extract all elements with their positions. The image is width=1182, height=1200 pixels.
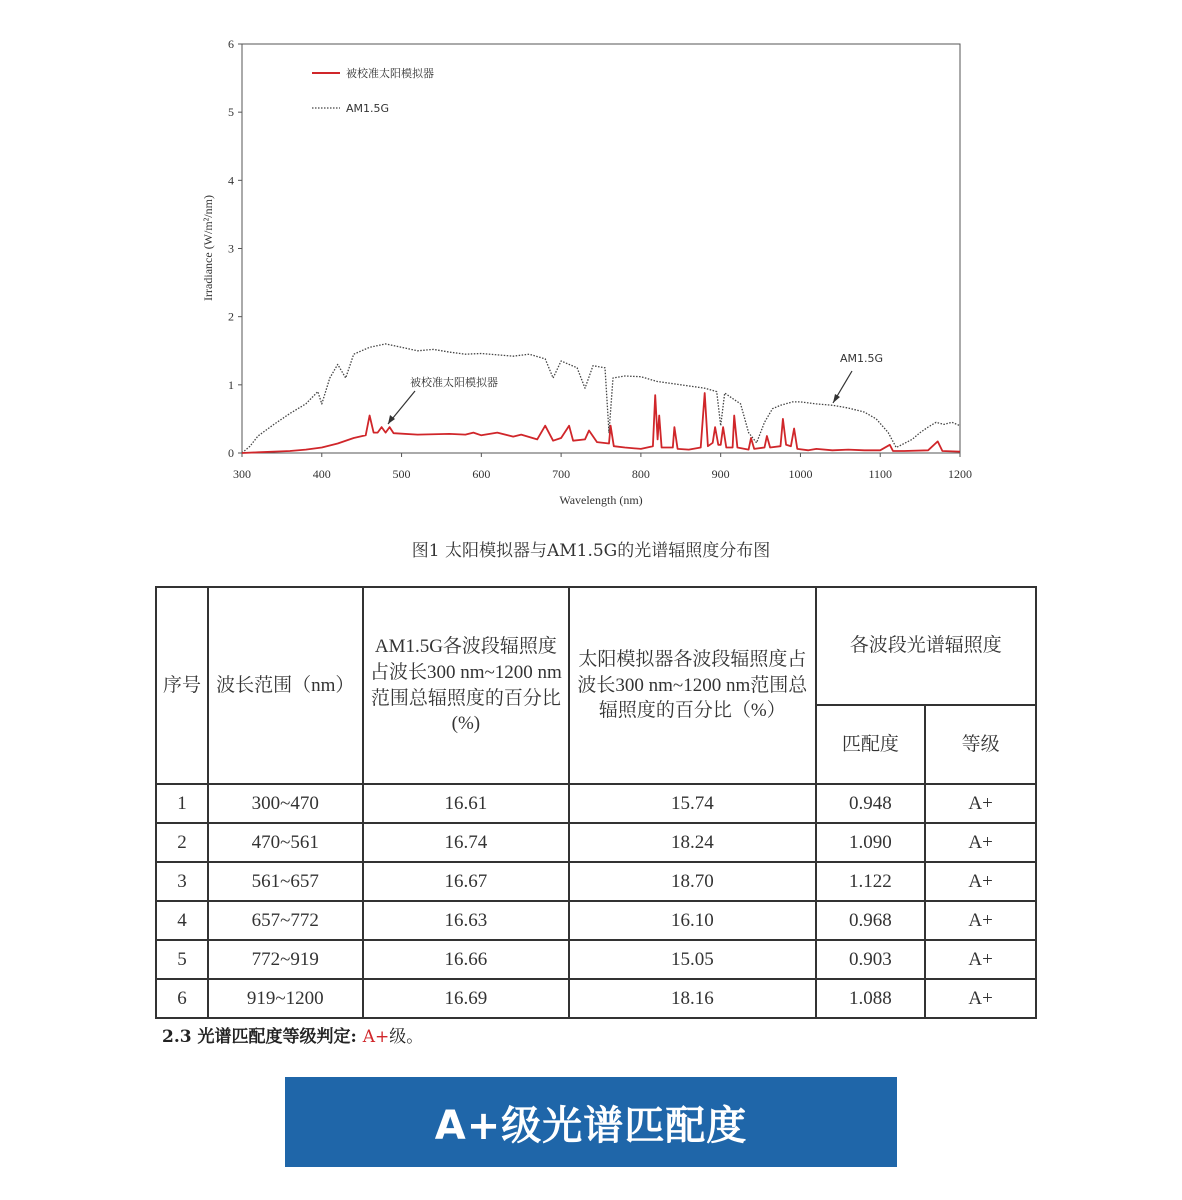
cell-index: 4 <box>156 901 208 940</box>
cell-grade: A+ <box>925 784 1036 823</box>
cell-match: 0.903 <box>816 940 926 979</box>
cell-index: 3 <box>156 862 208 901</box>
cell-index: 5 <box>156 940 208 979</box>
table-body <box>156 784 1036 1018</box>
x-tick-label: 600 <box>472 467 491 481</box>
x-tick-label: 800 <box>631 467 650 481</box>
y-tick-label: 1 <box>228 377 234 392</box>
chart-annotations <box>388 352 883 424</box>
cell-wavelength-range: 470~561 <box>208 823 363 862</box>
cell-am15g-percent: 16.74 <box>363 823 570 862</box>
footnote <box>162 1022 423 1047</box>
table-row <box>156 862 1036 901</box>
series-line-simulator <box>242 393 960 453</box>
header-wavelength-range: 波长范围（nm） <box>208 587 363 784</box>
cell-am15g-percent: 16.66 <box>363 940 570 979</box>
cell-match: 0.968 <box>816 901 926 940</box>
x-tick-label: 300 <box>233 467 251 481</box>
table-row <box>156 784 1036 823</box>
chart-legend <box>312 66 434 115</box>
title-banner: A+级光谱匹配度 <box>285 1077 897 1167</box>
y-tick-label: 0 <box>228 446 234 460</box>
cell-grade: A+ <box>925 901 1036 940</box>
cell-wavelength-range: 772~919 <box>208 940 363 979</box>
cell-match: 0.948 <box>816 784 926 823</box>
cell-index: 6 <box>156 979 208 1018</box>
cell-simulator-percent: 18.24 <box>569 823 815 862</box>
cell-index: 1 <box>156 784 208 823</box>
annotation-simulator-label: 被校准太阳模拟器 <box>410 376 498 389</box>
cell-simulator-percent: 18.70 <box>569 862 815 901</box>
footnote-grade: A+ <box>362 1027 390 1047</box>
x-tick-label: 700 <box>552 467 571 481</box>
x-tick-label: 500 <box>392 467 411 481</box>
cell-simulator-percent: 15.74 <box>569 784 815 823</box>
cell-simulator-percent: 16.10 <box>569 901 815 940</box>
table-row <box>156 823 1036 862</box>
cell-am15g-percent: 16.69 <box>363 979 570 1018</box>
cell-grade: A+ <box>925 862 1036 901</box>
legend-label-am15g: AM1.5G <box>346 102 390 115</box>
cell-grade: A+ <box>925 823 1036 862</box>
annotation-am15g-arrowhead <box>833 394 840 403</box>
figure-caption: 图1 太阳模拟器与AM1.5G的光谱辐照度分布图 <box>411 541 771 561</box>
x-tick-label: 900 <box>711 467 730 481</box>
cell-wavelength-range: 300~470 <box>208 784 363 823</box>
x-tick-label: 1100 <box>868 467 893 481</box>
cell-grade: A+ <box>925 979 1036 1018</box>
cell-am15g-percent: 16.67 <box>363 862 570 901</box>
header-simulator-percent: 太阳模拟器各波段辐照度占波长300 nm~1200 nm范围总辐照度的百分比（%） <box>569 587 815 784</box>
header-index: 序号 <box>156 587 208 784</box>
cell-wavelength-range: 657~772 <box>208 901 363 940</box>
x-axis-label: Wavelength (nm) <box>559 493 643 507</box>
x-tick-label: 400 <box>312 467 331 481</box>
footnote-suffix: 级。 <box>389 1027 424 1047</box>
cell-am15g-percent: 16.61 <box>363 784 570 823</box>
x-axis-ticks <box>233 453 972 481</box>
spectral-irradiance-chart <box>160 20 1000 520</box>
header-grade: 等级 <box>925 705 1036 784</box>
table-row <box>156 901 1036 940</box>
y-tick-label: 6 <box>228 37 234 51</box>
y-tick-label: 3 <box>228 241 234 256</box>
cell-simulator-percent: 15.05 <box>569 940 815 979</box>
cell-index: 2 <box>156 823 208 862</box>
spectral-match-table <box>155 586 1037 1019</box>
table-row <box>156 940 1036 979</box>
y-axis-ticks <box>228 37 242 460</box>
cell-match: 1.122 <box>816 862 926 901</box>
table-header-row-1 <box>156 587 1036 705</box>
footnote-prefix: 2.3 光谱匹配度等级判定: <box>162 1027 357 1047</box>
x-tick-label: 1200 <box>948 467 972 481</box>
y-tick-label: 5 <box>228 105 234 120</box>
cell-grade: A+ <box>925 940 1036 979</box>
x-tick-label: 1000 <box>788 467 813 481</box>
cell-wavelength-range: 919~1200 <box>208 979 363 1018</box>
cell-match: 1.088 <box>816 979 926 1018</box>
annotation-am15g-label: AM1.5G <box>840 352 884 365</box>
header-am15g-percent: AM1.5G各波段辐照度占波长300 nm~1200 nm范围总辐照度的百分比(%) <box>363 587 570 784</box>
header-match: 匹配度 <box>816 705 926 784</box>
cell-simulator-percent: 18.16 <box>569 979 815 1018</box>
header-band-irradiance: 各波段光谱辐照度 <box>816 587 1036 705</box>
y-axis-label: Irradiance (W/m²/nm) <box>201 195 215 301</box>
y-tick-label: 4 <box>228 173 234 188</box>
table-row <box>156 979 1036 1018</box>
cell-match: 1.090 <box>816 823 926 862</box>
cell-wavelength-range: 561~657 <box>208 862 363 901</box>
y-tick-label: 2 <box>228 309 234 324</box>
cell-am15g-percent: 16.63 <box>363 901 570 940</box>
legend-label-simulator: 被校准太阳模拟器 <box>346 67 434 80</box>
